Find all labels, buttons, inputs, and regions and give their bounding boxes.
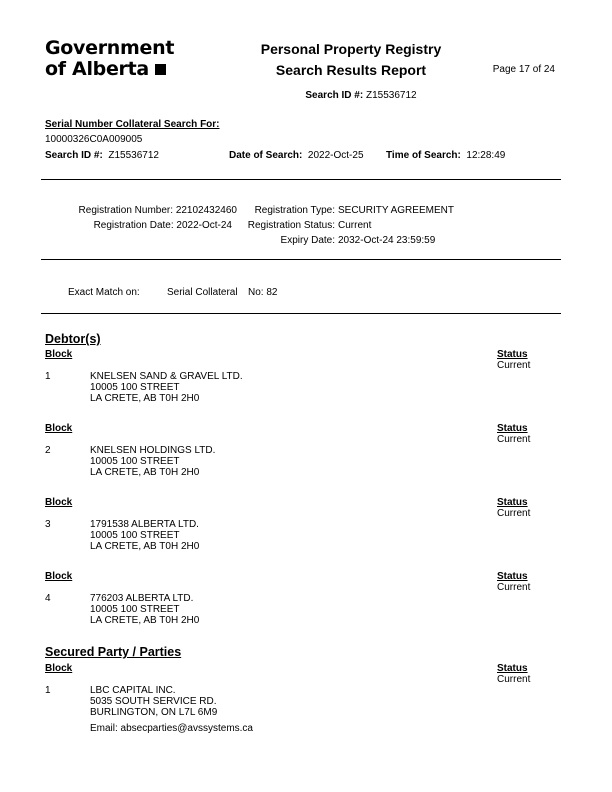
debtor-address — [90, 445, 215, 478]
report-title-line1: Personal Property Registry — [260, 41, 442, 57]
block-number: 3 — [45, 519, 51, 530]
status-label: Status — [497, 497, 528, 508]
match-number: No: 82 — [248, 287, 278, 298]
header-search-id: Search ID #: Z15536712 — [305, 90, 417, 101]
debtor-name: KNELSEN SAND & GRAVEL LTD. — [90, 371, 243, 382]
debtors-heading: Debtor(s) — [45, 332, 101, 346]
debtor-street: 10005 100 STREET — [90, 382, 180, 393]
debtor-address — [90, 371, 243, 404]
status-value: Current — [497, 360, 531, 371]
divider — [41, 259, 561, 260]
debtor-name: 776203 ALBERTA LTD. — [90, 593, 194, 604]
date-of-search: Date of Search: 2022-Oct-25 — [229, 150, 364, 161]
secured-party-email: Email: absecparties@avssystems.ca — [90, 723, 253, 734]
match-type: Serial Collateral — [167, 287, 238, 298]
debtor-address — [90, 593, 199, 626]
debtor-city: LA CRETE, AB T0H 2H0 — [90, 467, 200, 478]
block-label: Block — [45, 349, 73, 360]
search-heading: Serial Number Collateral Search For: — [45, 119, 220, 130]
expiry-date-label: Expiry Date: — [280, 235, 335, 246]
registration-type-value: SECURITY AGREEMENT — [338, 205, 454, 216]
registration-status-label: Registration Status: — [247, 220, 335, 231]
secured-party-address — [90, 685, 217, 718]
secured-party-street: 5035 SOUTH SERVICE RD. — [90, 696, 217, 707]
registration-status-value: Current — [338, 220, 372, 231]
logo-line1: Government — [45, 37, 175, 59]
match-label: Exact Match on: — [68, 287, 140, 298]
block-number: 4 — [45, 593, 51, 604]
block-number: 1 — [45, 685, 51, 696]
page-number: Page 17 of 24 — [492, 64, 555, 75]
status-label: Status — [497, 349, 528, 360]
block-label: Block — [45, 423, 73, 434]
block-number: 2 — [45, 445, 51, 456]
status-value: Current — [497, 434, 531, 445]
divider — [41, 313, 561, 314]
status-label: Status — [497, 663, 528, 674]
debtor-street: 10005 100 STREET — [90, 456, 180, 467]
status-label: Status — [497, 571, 528, 582]
divider — [41, 179, 561, 180]
debtor-city: LA CRETE, AB T0H 2H0 — [90, 615, 200, 626]
status-label: Status — [497, 423, 528, 434]
debtor-city: LA CRETE, AB T0H 2H0 — [90, 393, 200, 404]
block-label: Block — [45, 497, 73, 508]
alberta-logo — [45, 38, 174, 80]
debtor-name: KNELSEN HOLDINGS LTD. — [90, 445, 216, 456]
status-value: Current — [497, 582, 531, 593]
status-value: Current — [497, 508, 531, 519]
registration-date: Registration Date: 2022-Oct-24 — [93, 220, 232, 231]
secured-parties-heading: Secured Party / Parties — [45, 645, 182, 659]
serial-number: 10000326C0A009005 — [45, 134, 143, 145]
debtor-address — [90, 519, 199, 552]
debtor-street: 10005 100 STREET — [90, 530, 180, 541]
block-label: Block — [45, 571, 73, 582]
status-value: Current — [497, 674, 531, 685]
logo-square-icon — [155, 64, 166, 75]
debtor-name: 1791538 ALBERTA LTD. — [90, 519, 199, 530]
logo-line2: of Alberta — [45, 59, 174, 80]
registration-type-label: Registration Type: — [254, 205, 335, 216]
block-label: Block — [45, 663, 73, 674]
block-number: 1 — [45, 371, 51, 382]
search-id-row: Search ID #: Z15536712 — [45, 150, 159, 161]
secured-party-name: LBC CAPITAL INC. — [90, 685, 176, 696]
debtor-city: LA CRETE, AB T0H 2H0 — [90, 541, 200, 552]
time-of-search: Time of Search: 12:28:49 — [386, 150, 506, 161]
report-title-line2: Search Results Report — [275, 62, 427, 78]
registration-number: Registration Number: 22102432460 — [78, 205, 237, 216]
debtor-street: 10005 100 STREET — [90, 604, 180, 615]
secured-party-city: BURLINGTON, ON L7L 6M9 — [90, 707, 218, 718]
expiry-date-value: 2032-Oct-24 23:59:59 — [338, 235, 436, 246]
